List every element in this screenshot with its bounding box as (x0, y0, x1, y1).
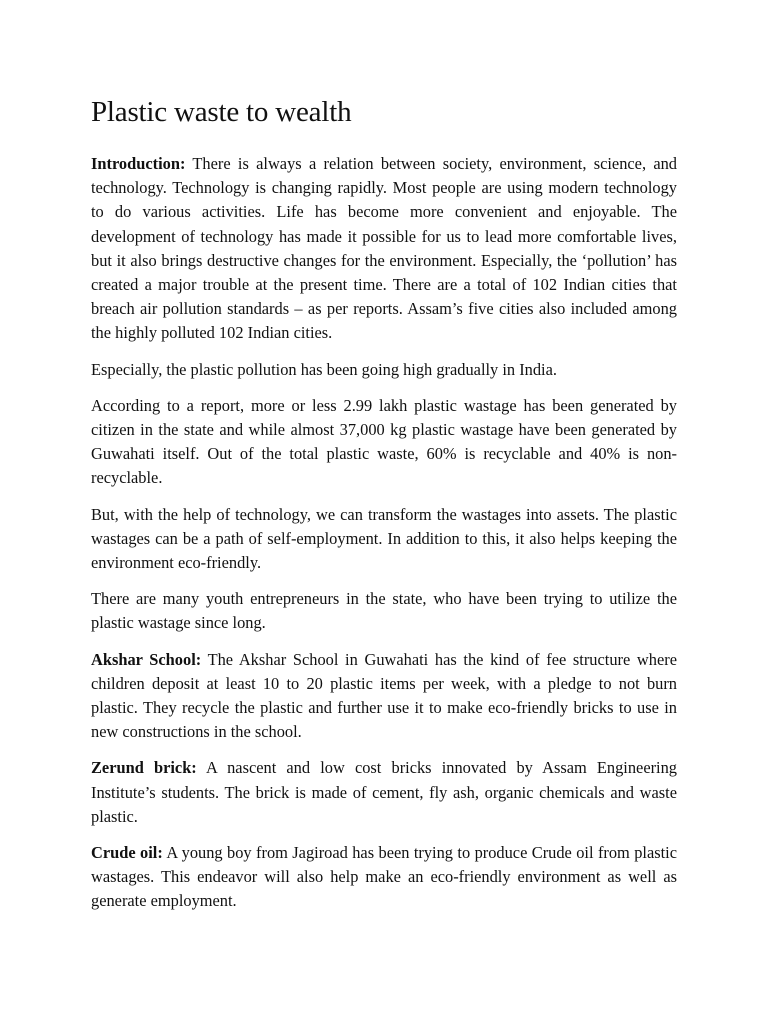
paragraph-lead: Akshar School: (91, 649, 202, 669)
paragraph-plastic-pollution (91, 358, 677, 382)
paragraph-lead: Introduction: (91, 154, 186, 173)
paragraph-report (91, 394, 677, 491)
paragraph-text: A young boy from Jagiroad has been trying to produce Crude oil from plastic wastages. This endeavor will also help make an eco-friendly environment as well as generate employment. (91, 843, 677, 911)
paragraph-text: There are many youth entrepreneurs in the state, who have been trying to utilize the plastic wastage since long. (91, 589, 677, 633)
paragraph-text: According to a report, more or less 2.99 lakh plastic wastage has been generated by citizen in the state and while almost 37,000 kg plastic wastage have been generated by Guwahati itself. Out of the total plastic waste, 60% is recyclable and 40% is non-recyclable. (91, 395, 677, 488)
paragraph-zerund-brick (91, 756, 677, 829)
paragraph-text: The Akshar School in Guwahati has the kind of fee structure where children deposit at least 10 to 20 plastic items per week, with a pledge to not burn plastic. They recycle the plastic and further use it to make eco-friendly bricks to use in new constructions in the school. (91, 649, 677, 742)
paragraph-text: A nascent and low cost bricks innovated by Assam Engineering Institute’s students. The brick is made of cement, fly ash, organic chemicals and waste plastic. (91, 758, 677, 826)
paragraph-lead: Zerund brick: (91, 758, 197, 778)
paragraph-text: There is always a relation between society, environment, science, and technology. Technology is changing rapidly. Most people are using modern technology to do various activities. Life has become more convenient and enjoyable. The development of technology has made it possible for us to lead more comfortable lives, but it also brings destructive changes for the environment. Especially, the ‘pollution’ has created a major trouble at the present time. There are a total of 102 Indian cities that breach air pollution standards – as per reports. Assam’s five cities also included among the highly polluted 102 Indian cities. (91, 154, 677, 343)
paragraph-crude-oil (91, 841, 677, 914)
paragraph-text: But, with the help of technology, we can transform the wastages into assets. The plastic wastages can be a path of self-employment. In addition to this, it also helps keeping the environment eco-friendly. (91, 504, 677, 573)
paragraph-akshar-school (91, 648, 677, 745)
paragraph-lead: Crude oil: (91, 843, 163, 863)
paragraph-entrepreneurs (91, 587, 677, 635)
document-body (91, 94, 677, 926)
paragraph-technology (91, 503, 677, 576)
paragraph-text: Especially, the plastic pollution has been going high gradually in India. (91, 359, 557, 379)
paragraph-introduction (91, 152, 677, 346)
document-title: Plastic waste to wealth (91, 96, 352, 128)
